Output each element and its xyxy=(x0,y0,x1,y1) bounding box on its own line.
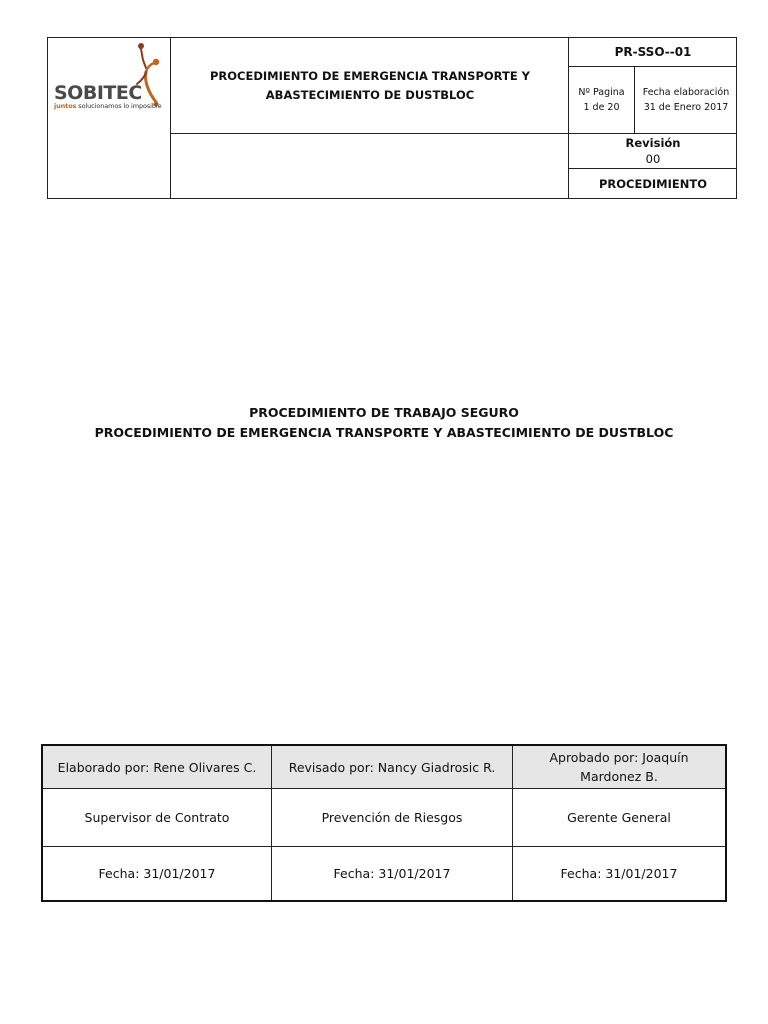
brand-wordmark: SOBITEC xyxy=(54,82,142,104)
tagline-text: solucionamos lo imposible xyxy=(76,102,162,110)
document-header-table xyxy=(47,37,737,199)
document-code: PR-SSO--01 xyxy=(614,45,692,59)
date-label: Fecha elaboración xyxy=(642,87,730,98)
approved-by-date: Fecha: 31/01/2017 xyxy=(560,866,678,881)
header-title: PROCEDIMIENTO DE EMERGENCIA TRANSPORTE Y ABASTECIMIENTO DE DUSTBLOC xyxy=(209,68,531,102)
page-value: 1 de 20 xyxy=(583,102,620,113)
reviewed-by-date: Fecha: 31/01/2017 xyxy=(333,866,451,881)
prepared-by-date: Fecha: 31/01/2017 xyxy=(98,866,216,881)
document-title-line-1: PROCEDIMIENTO DE TRABAJO SEGURO xyxy=(249,405,519,420)
revision-cell xyxy=(569,134,737,168)
prepared-by-heading: Elaborado por: Rene Olivares C. xyxy=(57,759,257,775)
date-value: 31 de Enero 2017 xyxy=(643,102,729,113)
page-label: Nº Pagina xyxy=(578,87,625,98)
approval-signature-table xyxy=(41,744,727,902)
approved-by-role: Gerente General xyxy=(567,810,671,825)
logo-cell xyxy=(48,38,171,198)
reviewed-by-heading: Revisado por: Nancy Giadrosic R. xyxy=(288,759,496,775)
sobitec-logo xyxy=(52,38,170,134)
sobitec-figure-icon xyxy=(52,38,170,134)
document-title xyxy=(0,403,768,443)
revision-label: Revisión xyxy=(625,136,681,150)
logo-tagline xyxy=(54,102,162,110)
prepared-by-role: Supervisor de Contrato xyxy=(84,810,230,825)
page-number-cell xyxy=(569,67,634,133)
approved-by-heading: Aprobado por: Joaquín Mardonez B. xyxy=(549,750,689,784)
document-title-line-2: PROCEDIMIENTO DE EMERGENCIA TRANSPORTE Y ABASTECIMIENTO DE DUSTBLOC xyxy=(94,425,674,440)
reviewed-by-role: Prevención de Riesgos xyxy=(321,810,463,825)
tagline-highlight: juntos xyxy=(54,102,77,110)
document-type: PROCEDIMIENTO xyxy=(598,176,707,191)
revision-value: 00 xyxy=(645,152,661,166)
elaboration-date-cell xyxy=(635,67,737,133)
